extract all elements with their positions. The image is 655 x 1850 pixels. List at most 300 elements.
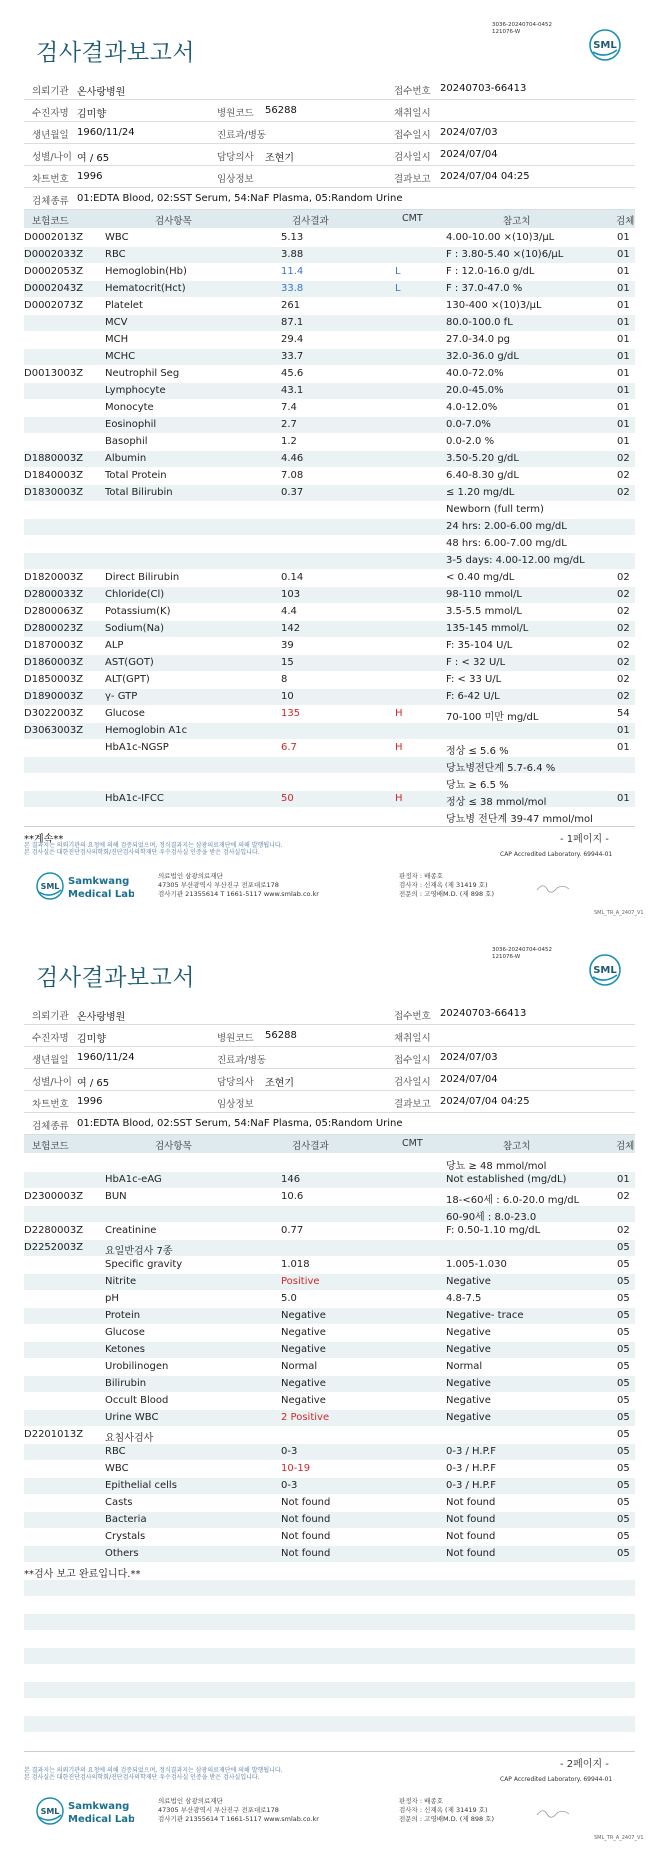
info-chart: 1996: [77, 171, 103, 182]
specimen-code: 05: [617, 1514, 630, 1525]
specimen-code: 02: [617, 487, 630, 498]
reference-range: Negative: [446, 1276, 491, 1287]
insurance-code: D0002053Z: [24, 266, 84, 277]
table-row: [24, 1257, 635, 1274]
svg-text:Medical Lab: Medical Lab: [68, 1814, 134, 1825]
sml-logo: [588, 953, 622, 987]
test-result: 0-3: [281, 1480, 298, 1491]
info-tested-label: 검사일시: [394, 1077, 431, 1088]
test-name: Basophil: [105, 436, 148, 447]
info-patient: 김미향: [77, 109, 106, 120]
table-row: [24, 1189, 635, 1206]
test-name: Specific gravity: [105, 1259, 183, 1270]
test-name: Occult Blood: [105, 1395, 169, 1406]
results-table-body: [24, 230, 635, 825]
table-row: [24, 298, 635, 315]
table-row: [24, 1512, 635, 1529]
table-row: [24, 689, 635, 706]
specimen-code: 01: [617, 232, 630, 243]
disclaimer-line-1: 본 결과지는 의뢰기관의 요청에 의해 검증되었으며, 정식결과지는 삼광의료재단에 의해 발행됩니다.: [24, 1767, 283, 1774]
specimen-code: 02: [617, 640, 630, 651]
test-name: Albumin: [105, 453, 147, 464]
signature-sign3: 전문의 : 고영배M.D. (제 898 호): [399, 1815, 494, 1823]
svg-text:SML: SML: [40, 882, 60, 891]
signature-sign2: 검사자 : 신재옥 (제 31419 호): [399, 1806, 488, 1814]
specimen-code: 05: [617, 1463, 630, 1474]
info-report-label: 결과보고: [394, 1099, 431, 1110]
test-name: HbA1c-NGSP: [105, 742, 169, 753]
table-row: [24, 247, 635, 264]
test-name: Casts: [105, 1497, 133, 1508]
patient-info-row: [24, 100, 635, 122]
lab-addr: 47305 부산광역시 부산진구 전포대로178: [158, 1806, 279, 1814]
specimen-code: 01: [617, 300, 630, 311]
test-result: Negative: [281, 1310, 326, 1321]
column-header-specimen-code: 검체: [616, 1141, 635, 1152]
test-name: Protein: [105, 1310, 141, 1321]
table-row: [24, 587, 635, 604]
info-dept-label: 진료과/병동: [217, 130, 267, 141]
column-header-insurance-code: 보험코드: [32, 216, 69, 227]
insurance-code: D2800023Z: [24, 623, 84, 634]
specimen-code: 01: [617, 419, 630, 430]
test-name: Total Bilirubin: [105, 487, 173, 498]
form-number: SML_TR_A_2407_V1: [594, 910, 644, 916]
info-chart-label: 차트번호: [32, 1099, 69, 1110]
test-result: 33.8: [281, 283, 304, 294]
test-result: 4.46: [281, 453, 304, 464]
lab-contact: 검사기관 21355614 T 1661-5117 www.smlab.co.kr: [158, 890, 319, 898]
info-dob-label: 생년월일: [32, 130, 69, 141]
table-row: [24, 1478, 635, 1495]
insurance-code: D2800063Z: [24, 606, 84, 617]
info-receipt-no: 20240703-66413: [440, 83, 527, 94]
test-result: 33.7: [281, 351, 304, 362]
test-result: Normal: [281, 1361, 318, 1372]
table-row: [24, 536, 635, 553]
specimen-code: 01: [617, 385, 630, 396]
lab-org: 의료법인 삼광의료재단: [158, 872, 223, 880]
info-sexage: 여 / 65: [77, 1078, 110, 1089]
results-table-header: [24, 210, 635, 228]
specimen-code: 05: [617, 1293, 630, 1304]
document-id: [492, 22, 562, 36]
table-row: [24, 1461, 635, 1478]
test-name: Nitrite: [105, 1276, 137, 1287]
reference-range: 40.0-72.0%: [446, 368, 504, 379]
table-row: [24, 366, 635, 383]
insurance-code: D1830003Z: [24, 487, 84, 498]
reference-range: 3.50-5.20 g/dL: [446, 453, 519, 464]
reference-range: 27.0-34.0 pg: [446, 334, 511, 345]
reference-range: Normal: [446, 1361, 483, 1372]
info-hosp-code-label: 병원코드: [217, 1033, 254, 1044]
test-name: Lymphocyte: [105, 385, 166, 396]
test-result: Negative: [281, 1378, 326, 1389]
insurance-code: D1890003Z: [24, 691, 84, 702]
reference-range: 60-90세 : 8.0-23.0: [446, 1212, 537, 1223]
table-row: [24, 638, 635, 655]
table-row: [24, 1410, 635, 1427]
reference-range: F : 3.80-5.40 ×(10)6/μL: [446, 249, 564, 260]
lab-org: 의료법인 삼광의료재단: [158, 1797, 223, 1805]
reference-range: F : < 32 U/L: [446, 657, 506, 668]
cmt-flag: L: [395, 266, 401, 277]
table-row: [24, 1342, 635, 1359]
cmt-flag: L: [395, 283, 401, 294]
test-name: BUN: [105, 1191, 127, 1202]
table-row: [24, 723, 635, 740]
test-result: 10-19: [281, 1463, 311, 1474]
svg-text:Medical Lab: Medical Lab: [68, 889, 134, 900]
test-result: 3.88: [281, 249, 304, 260]
info-received: 2024/07/03: [440, 1052, 498, 1063]
reference-range: 정상 ≤ 5.6 %: [446, 746, 509, 757]
table-row: [24, 672, 635, 689]
reference-range: 32.0-36.0 g/dL: [446, 351, 519, 362]
info-received: 2024/07/03: [440, 127, 498, 138]
info-patient: 김미향: [77, 1034, 106, 1045]
specimen-code: 01: [617, 368, 630, 379]
test-result: 4.4: [281, 606, 297, 617]
test-result: Positive: [281, 1276, 320, 1287]
lab-addr: 47305 부산광역시 부산진구 전포대로178: [158, 881, 279, 889]
signature-sign1: 판정자 : 배종호: [399, 872, 443, 880]
table-row: [24, 1597, 635, 1614]
info-sexage-label: 성별/나이: [32, 1077, 72, 1088]
table-row: [24, 1376, 635, 1393]
specimen-code: 02: [617, 606, 630, 617]
info-dob: 1960/11/24: [77, 1052, 135, 1063]
column-header-cmt-flag: CMT: [402, 1138, 423, 1149]
info-hosp-code: 56288: [265, 1030, 297, 1041]
specimen-code: 01: [617, 1174, 630, 1185]
info-tested: 2024/07/04: [440, 149, 498, 160]
test-result: 15: [281, 657, 294, 668]
patient-info-row: [24, 1091, 635, 1113]
test-result: 29.4: [281, 334, 304, 345]
reference-range: Negative- trace: [446, 1310, 524, 1321]
reference-range: 0.0-7.0%: [446, 419, 491, 430]
svg-text:Samkwang: Samkwang: [68, 1801, 130, 1812]
test-result: 1.018: [281, 1259, 310, 1270]
test-name: Platelet: [105, 300, 143, 311]
specimen-code: 01: [617, 436, 630, 447]
test-name: Creatinine: [105, 1225, 157, 1236]
table-row: [24, 757, 635, 774]
column-header-reference-range: 참고치: [503, 1141, 531, 1152]
table-row: [24, 808, 635, 825]
info-chart-label: 차트번호: [32, 174, 69, 185]
disclaimer: [24, 1767, 384, 1781]
table-row: [24, 1733, 635, 1750]
signatures: [399, 872, 494, 899]
test-name: Glucose: [105, 1327, 145, 1338]
info-collect-label: 채취일시: [394, 108, 431, 119]
specimen-code: 01: [617, 725, 630, 736]
test-result: Negative: [281, 1327, 326, 1338]
specimen-code: 01: [617, 249, 630, 260]
test-result: 0-3: [281, 1446, 298, 1457]
info-tested-label: 검사일시: [394, 152, 431, 163]
insurance-code: D0013003Z: [24, 368, 84, 379]
test-name: HbA1c-eAG: [105, 1174, 162, 1185]
specimen-code: 05: [617, 1344, 630, 1355]
specimen-code: 05: [617, 1548, 630, 1559]
test-name: 요침사검사: [105, 1433, 154, 1444]
reference-range: 3-5 days: 4.00-12.00 mg/dL: [446, 555, 585, 566]
test-name: Chloride(Cl): [105, 589, 165, 600]
test-result: 8: [281, 674, 288, 685]
test-result: 6.7: [281, 742, 297, 753]
test-result: 43.1: [281, 385, 304, 396]
test-name: HbA1c-IFCC: [105, 793, 164, 804]
specimen-code: 01: [617, 402, 630, 413]
reference-range: Newborn (full term): [446, 504, 544, 515]
reference-range: 135-145 mmol/L: [446, 623, 529, 634]
table-row: [24, 604, 635, 621]
reference-range: 24 hrs: 2.00-6.00 mg/dL: [446, 521, 567, 532]
test-name: Ketones: [105, 1344, 145, 1355]
specimen-code: 05: [617, 1361, 630, 1372]
info-receipt-no-label: 접수번호: [394, 1011, 431, 1022]
table-row: [24, 1580, 635, 1597]
test-name: WBC: [105, 1463, 129, 1474]
reference-range: 당뇨 ≥ 48 mmol/mol: [446, 1161, 547, 1172]
table-row: [24, 315, 635, 332]
patient-info-row: [24, 144, 635, 166]
test-result: 103: [281, 589, 301, 600]
reference-range: F : 12.0-16.0 g/dL: [446, 266, 535, 277]
table-row: [24, 740, 635, 757]
reference-range: Not found: [446, 1548, 496, 1559]
test-result: 87.1: [281, 317, 304, 328]
reference-range: 4.00-10.00 ×(10)3/μL: [446, 232, 555, 243]
report-page-2: [0, 925, 655, 1850]
reference-range: F: < 33 U/L: [446, 674, 502, 685]
table-row: [24, 774, 635, 791]
reference-range: 4.8-7.5: [446, 1293, 482, 1304]
column-header-reference-range: 참고치: [503, 216, 531, 227]
signature-scribble: [535, 880, 575, 896]
table-row: [24, 621, 635, 638]
info-doctor-label: 담당의사: [217, 1077, 254, 1088]
specimen-code: 05: [617, 1276, 630, 1287]
info-specimen: 01:EDTA Blood, 02:SST Serum, 54:NaF Plasma, 05:Random Urine: [77, 193, 403, 204]
reference-range: 130-400 ×(10)3/μL: [446, 300, 542, 311]
specimen-code: 05: [617, 1497, 630, 1508]
insurance-code: D3022003Z: [24, 708, 84, 719]
reference-range: F: 35-104 U/L: [446, 640, 513, 651]
test-result: 0.37: [281, 487, 304, 498]
reference-range: 48 hrs: 6.00-7.00 mg/dL: [446, 538, 567, 549]
patient-info-row: [24, 78, 635, 100]
reference-range: Not found: [446, 1514, 496, 1525]
test-result: Not found: [281, 1514, 331, 1525]
specimen-code: 05: [617, 1310, 630, 1321]
insurance-code: D1870003Z: [24, 640, 84, 651]
table-row: [24, 434, 635, 451]
patient-info-row: [24, 188, 635, 210]
test-result: 261: [281, 300, 301, 311]
cmt-flag: H: [395, 742, 403, 753]
test-name: RBC: [105, 249, 126, 260]
table-row: [24, 1308, 635, 1325]
test-name: Eosinophil: [105, 419, 157, 430]
reference-range: Negative: [446, 1327, 491, 1338]
sml-logo: [588, 28, 622, 62]
insurance-code: D2300003Z: [24, 1191, 84, 1202]
signature-sign1: 판정자 : 배종호: [399, 1797, 443, 1805]
column-header-insurance-code: 보험코드: [32, 1141, 69, 1152]
info-clinical-label: 임상정보: [217, 1099, 254, 1110]
info-tested: 2024/07/04: [440, 1074, 498, 1085]
test-result: 1.2: [281, 436, 297, 447]
patient-info-row: [24, 1047, 635, 1069]
info-hosp-code-label: 병원코드: [217, 108, 254, 119]
table-row: [24, 451, 635, 468]
insurance-code: D0002043Z: [24, 283, 84, 294]
table-row: [24, 1665, 635, 1682]
patient-info-row: [24, 122, 635, 144]
test-name: pH: [105, 1293, 119, 1304]
test-name: AST(GOT): [105, 657, 154, 668]
form-number: SML_TR_A_2407_V1: [594, 1835, 644, 1841]
table-row: [24, 468, 635, 485]
cmt-flag: H: [395, 708, 403, 719]
table-row: [24, 655, 635, 672]
table-row: [24, 1223, 635, 1240]
specimen-code: 05: [617, 1259, 630, 1270]
info-doctor-label: 담당의사: [217, 152, 254, 163]
test-result: Negative: [281, 1395, 326, 1406]
logo-text: SML: [593, 965, 617, 976]
reference-range: F : 37.0-47.0 %: [446, 283, 523, 294]
insurance-code: D1850003Z: [24, 674, 84, 685]
table-row: [24, 1495, 635, 1512]
test-name: Bilirubin: [105, 1378, 147, 1389]
test-name: Glucose: [105, 708, 145, 719]
column-header-test-result: 검사결과: [292, 216, 329, 227]
test-name: Others: [105, 1548, 139, 1559]
reference-range: 0.0-2.0 %: [446, 436, 495, 447]
lab-address: [158, 872, 319, 899]
test-name: Monocyte: [105, 402, 154, 413]
info-received-label: 접수일시: [394, 1055, 431, 1066]
test-name: MCV: [105, 317, 128, 328]
info-doctor: 조현기: [265, 153, 294, 164]
insurance-code: D2252003Z: [24, 1242, 84, 1253]
info-hosp-code: 56288: [265, 105, 297, 116]
table-row: [24, 264, 635, 281]
info-report-label: 결과보고: [394, 174, 431, 185]
patient-info-row: [24, 166, 635, 188]
disclaimer-line-2: 본 검사실은 대한진단검사의학회/진단검사의학재단 우수검사실 인증을 받은 검사실입니다.: [24, 1774, 260, 1781]
specimen-code: 05: [617, 1242, 630, 1253]
column-header-test-name: 검사항목: [155, 1141, 192, 1152]
reference-range: 정상 ≤ 38 mmol/mol: [446, 797, 547, 808]
info-receipt-no: 20240703-66413: [440, 1008, 527, 1019]
test-result: 7.4: [281, 402, 297, 413]
test-name: Total Protein: [105, 470, 167, 481]
page-number: - 2페이지 -: [560, 1759, 609, 1770]
column-header-cmt-flag: CMT: [402, 213, 423, 224]
info-report: 2024/07/04 04:25: [440, 171, 530, 182]
reference-range: 0-3 / H.P.F: [446, 1480, 496, 1491]
test-name: MCH: [105, 334, 129, 345]
specimen-code: 01: [617, 317, 630, 328]
test-name: Bacteria: [105, 1514, 147, 1525]
table-row: [24, 1546, 635, 1563]
specimen-code: 02: [617, 674, 630, 685]
reference-range: 3.5-5.5 mmol/L: [446, 606, 522, 617]
info-client-label: 의뢰기관: [32, 1011, 69, 1022]
table-row: [24, 706, 635, 723]
lab-address: [158, 1797, 319, 1824]
table-row: [24, 1631, 635, 1648]
cap-accreditation: CAP Accredited Laboratory. 69944-01: [500, 851, 613, 858]
column-header-test-name: 검사항목: [155, 216, 192, 227]
table-row: [24, 281, 635, 298]
test-result: 5.0: [281, 1293, 297, 1304]
specimen-code: 54: [617, 708, 630, 719]
reference-range: 당뇨병전단계 5.7-6.4 %: [446, 763, 556, 774]
info-specimen: 01:EDTA Blood, 02:SST Serum, 54:NaF Plasma, 05:Random Urine: [77, 1118, 403, 1129]
reference-range: Negative: [446, 1412, 491, 1423]
test-result: 10.6: [281, 1191, 304, 1202]
table-row: [24, 1291, 635, 1308]
lab-contact: 검사기관 21355614 T 1661-5117 www.smlab.co.kr: [158, 1815, 319, 1823]
page-title: 검사결과보고서: [36, 40, 196, 66]
table-row: [24, 1444, 635, 1461]
signature-sign2: 검사자 : 신재옥 (제 31419 호): [399, 881, 488, 889]
insurance-code: D2800033Z: [24, 589, 84, 600]
test-result: 7.08: [281, 470, 304, 481]
test-result: 45.6: [281, 368, 304, 379]
test-result: 5.13: [281, 232, 304, 243]
reference-range: 80.0-100.0 fL: [446, 317, 513, 328]
specimen-code: 05: [617, 1378, 630, 1389]
info-clinical-label: 임상정보: [217, 174, 254, 185]
test-name: ALP: [105, 640, 124, 651]
table-row: [24, 1325, 635, 1342]
insurance-code: D1860003Z: [24, 657, 84, 668]
reference-range: F: 0.50-1.10 mg/dL: [446, 1225, 541, 1236]
reference-range: 98-110 mmol/L: [446, 589, 522, 600]
insurance-code: D1840003Z: [24, 470, 84, 481]
test-name: Hematocrit(Hct): [105, 283, 186, 294]
insurance-code: D0002073Z: [24, 300, 84, 311]
table-row: [24, 553, 635, 570]
test-name: Neutrophil Seg: [105, 368, 180, 379]
test-name: Urobilinogen: [105, 1361, 169, 1372]
info-sexage-label: 성별/나이: [32, 152, 72, 163]
test-name: Epithelial cells: [105, 1480, 177, 1491]
test-result: 10: [281, 691, 294, 702]
specimen-code: 02: [617, 589, 630, 600]
reference-range: ≤ 1.20 mg/dL: [446, 487, 515, 498]
info-specimen-label: 검체종류: [32, 1121, 69, 1132]
reference-range: 18-<60세 : 6.0-20.0 mg/dL: [446, 1195, 580, 1206]
disclaimer-line-2: 본 검사실은 대한진단검사의학회/진단검사의학재단 우수검사실 인증을 받은 검사실입니다.: [24, 849, 260, 856]
specimen-code: 05: [617, 1480, 630, 1491]
specimen-code: 01: [617, 793, 630, 804]
info-report: 2024/07/04 04:25: [440, 1096, 530, 1107]
reference-range: Negative: [446, 1395, 491, 1406]
info-chart: 1996: [77, 1096, 103, 1107]
test-result: Not found: [281, 1531, 331, 1542]
test-name: ALT(GPT): [105, 674, 150, 685]
